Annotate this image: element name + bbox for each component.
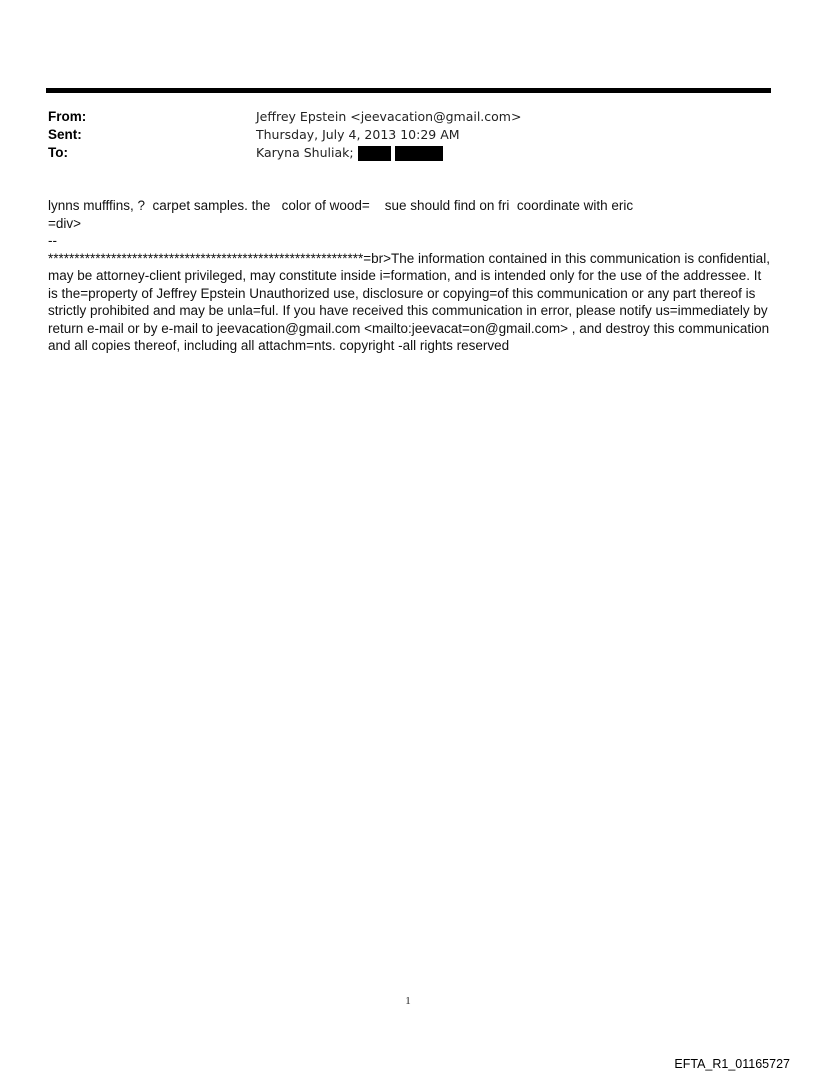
redaction-block bbox=[358, 146, 391, 161]
sent-label: Sent: bbox=[48, 127, 82, 142]
sent-row bbox=[48, 126, 768, 144]
bates-number: EFTA_R1_01165727 bbox=[674, 1057, 790, 1071]
email-body bbox=[48, 197, 774, 355]
to-value: Karyna Shuliak; bbox=[256, 145, 354, 160]
from-label: From: bbox=[48, 109, 87, 124]
to-label: To: bbox=[48, 145, 68, 160]
disclaimer-text: ************************************************************=br>The information contained in this communication is confidential, may be attorney-client privileged, may constitute inside i=formation, and is intended only for the use of the addressee. It is the=property of Jeffrey Epstein Unauthorized use, disclosure or copying=of this communication or any part thereof is strictly prohibited and may be unla=ful. If you have received this communication in error, please notify us=immediately by return e-mail or by e-mail to jeevacation@gmail.com <mailto:jeevacat=on@gmail.com> , and destroy this communication and all copies thereof, including all attachm=nts. copyright -all rights reserved bbox=[48, 250, 774, 353]
body-line: lynns mufffins, ? carpet samples. the color of wood= sue should find on fri coordinate with eric bbox=[48, 198, 634, 213]
to-row bbox=[48, 144, 768, 162]
redaction-block bbox=[395, 146, 443, 161]
from-row bbox=[48, 108, 768, 126]
sent-value: Thursday, July 4, 2013 10:29 AM bbox=[256, 127, 460, 142]
body-line: -- bbox=[48, 233, 57, 248]
page-number: 1 bbox=[405, 995, 411, 1007]
header-divider bbox=[46, 88, 771, 93]
to-value-group bbox=[256, 144, 443, 162]
body-line: =div> bbox=[48, 215, 82, 231]
from-value: Jeffrey Epstein <jeevacation@gmail.com> bbox=[256, 109, 522, 124]
email-header bbox=[48, 108, 768, 162]
